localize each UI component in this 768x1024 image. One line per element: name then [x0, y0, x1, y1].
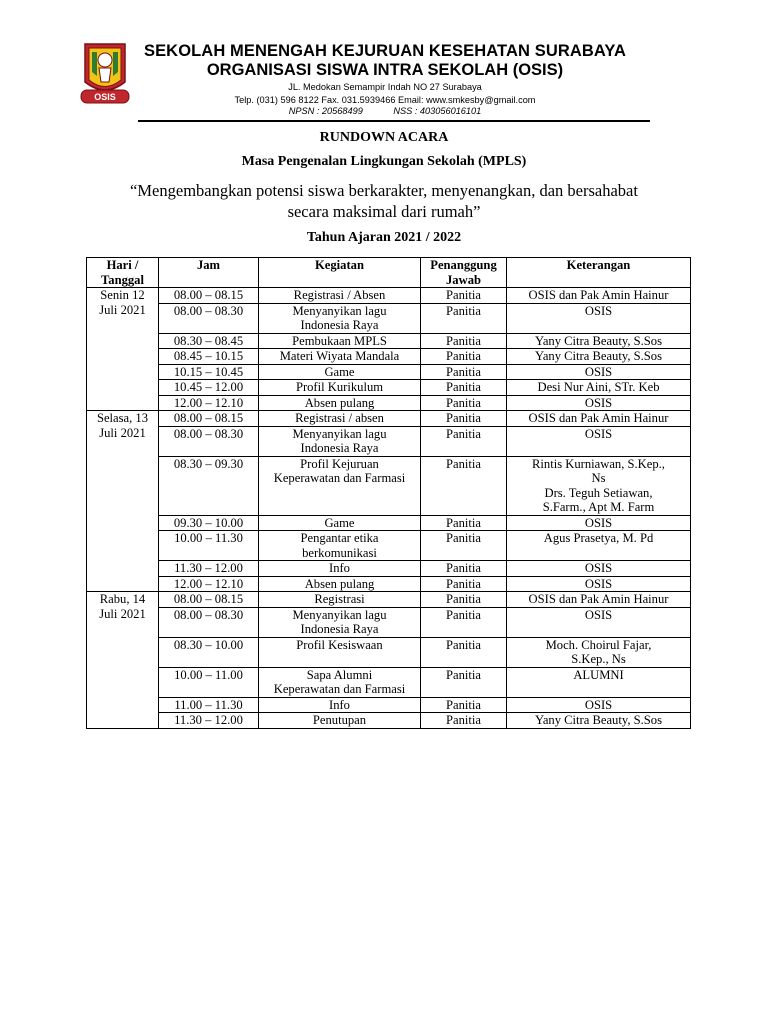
day-cell: [87, 411, 159, 592]
note-line: OSIS: [584, 576, 613, 591]
pic-cell: Panitia: [421, 697, 507, 713]
contact-line: Telp. (031) 596 8122 Fax. 031.5939466 Email: www.smkesby@gmail.com: [234, 95, 536, 105]
pic-cell: Panitia: [421, 364, 507, 380]
activity-line: Game: [324, 515, 355, 530]
note-line: Moch. Choirul Fajar,: [545, 637, 652, 652]
notes-cell: [507, 456, 691, 515]
activity-line: Profil Kejuruan: [300, 456, 379, 471]
time-cell: 08.45 – 10.15: [159, 349, 259, 365]
table-row: [87, 667, 691, 697]
day-day: Senin 12: [100, 288, 145, 302]
notes-cell: [507, 607, 691, 637]
note-line: Rintis Kurniawan, S.Kep.,: [532, 456, 665, 471]
activity-cell: [259, 561, 421, 577]
activity-cell: [259, 288, 421, 304]
notes-cell: [507, 561, 691, 577]
note-line: Yany Citra Beauty, S.Sos: [534, 333, 662, 348]
rundown-table: [86, 257, 691, 729]
document-subtitle: Masa Pengenalan Lingkungan Sekolah (MPLS): [241, 154, 527, 169]
activity-cell: [259, 592, 421, 608]
day-cell: [87, 592, 159, 729]
table-row: [87, 561, 691, 577]
activity-cell: [259, 364, 421, 380]
table-header-row: [87, 258, 691, 288]
activity-cell: [259, 713, 421, 729]
pic-cell: Panitia: [421, 515, 507, 531]
activity-line: Menyanyikan lagu: [292, 426, 387, 441]
nss: NSS : 403056016101: [393, 106, 482, 116]
time-cell: 08.00 – 08.30: [159, 303, 259, 333]
header-divider: [138, 120, 650, 122]
note-line: OSIS: [584, 395, 613, 410]
time-cell: 08.30 – 08.45: [159, 333, 259, 349]
header-time: Jam: [159, 258, 259, 288]
activity-line: Registrasi / absen: [295, 411, 384, 425]
table-row: [87, 288, 691, 304]
time-cell: 08.00 – 08.15: [159, 411, 259, 427]
letterhead: [130, 42, 640, 117]
table-body: [87, 288, 691, 729]
time-cell: 11.30 – 12.00: [159, 713, 259, 729]
header-notes: Keterangan: [507, 258, 691, 288]
time-cell: 10.45 – 12.00: [159, 380, 259, 396]
activity-line: Materi Wiyata Mandala: [279, 349, 400, 363]
time-cell: 12.00 – 12.10: [159, 395, 259, 411]
table-row: [87, 411, 691, 427]
table-row: [87, 515, 691, 531]
day-day: Selasa, 13: [96, 411, 149, 425]
notes-cell: [507, 364, 691, 380]
activity-line: Pengantar etika: [300, 531, 379, 545]
activity-cell: [259, 411, 421, 427]
note-line: OSIS: [584, 426, 613, 441]
time-cell: 08.30 – 09.30: [159, 456, 259, 515]
table-row: [87, 303, 691, 333]
activity-cell: [259, 637, 421, 667]
table-row: [87, 531, 691, 561]
activity-cell: [259, 515, 421, 531]
shield-emblem-icon: [85, 44, 125, 90]
document-title: RUNDOWN ACARA: [319, 130, 449, 145]
note-line: S.Kep., Ns: [571, 652, 626, 666]
activity-line: Info: [329, 697, 350, 712]
tagline: [0, 180, 768, 222]
notes-cell: [507, 380, 691, 396]
notes-cell: [507, 515, 691, 531]
table-row: [87, 380, 691, 396]
tagline-line-2: secara maksimal dari rumah”: [287, 202, 481, 221]
notes-cell: [507, 531, 691, 561]
pic-cell: Panitia: [421, 637, 507, 667]
note-line: OSIS: [584, 303, 613, 318]
header-day: Hari / Tanggal: [87, 258, 159, 288]
activity-line: Profil Kurikulum: [295, 380, 384, 394]
time-cell: 10.15 – 10.45: [159, 364, 259, 380]
pic-cell: Panitia: [421, 592, 507, 608]
notes-cell: [507, 576, 691, 592]
table-row: [87, 637, 691, 667]
pic-cell: Panitia: [421, 607, 507, 637]
pic-cell: Panitia: [421, 576, 507, 592]
activity-line: Sapa Alumni: [306, 667, 373, 682]
activity-line: Keperawatan dan Farmasi: [273, 682, 406, 696]
activity-line: Menyanyikan lagu: [292, 607, 387, 622]
note-line: S.Farm., Apt M. Farm: [542, 500, 655, 514]
notes-cell: [507, 411, 691, 427]
pic-cell: Panitia: [421, 333, 507, 349]
day-date: Juli 2021: [99, 606, 146, 621]
activity-cell: [259, 697, 421, 713]
time-cell: 10.00 – 11.30: [159, 531, 259, 561]
activity-line: Game: [324, 364, 355, 379]
note-line: OSIS: [584, 607, 613, 622]
table-row: [87, 333, 691, 349]
header-pic: Penanggung Jawab: [421, 258, 507, 288]
table-row: [87, 713, 691, 729]
time-cell: 08.00 – 08.30: [159, 426, 259, 456]
notes-cell: [507, 426, 691, 456]
pic-cell: Panitia: [421, 395, 507, 411]
pic-cell: Panitia: [421, 349, 507, 365]
time-cell: 12.00 – 12.10: [159, 576, 259, 592]
time-cell: 08.30 – 10.00: [159, 637, 259, 667]
activity-line: Penutupan: [312, 713, 367, 727]
table-row: [87, 456, 691, 515]
pic-cell: Panitia: [421, 713, 507, 729]
table-row: [87, 592, 691, 608]
activity-cell: [259, 576, 421, 592]
note-line: Yany Citra Beauty, S.Sos: [534, 713, 662, 727]
pic-cell: Panitia: [421, 303, 507, 333]
time-cell: 11.00 – 11.30: [159, 697, 259, 713]
time-cell: 11.30 – 12.00: [159, 561, 259, 577]
activity-cell: [259, 349, 421, 365]
notes-cell: [507, 288, 691, 304]
note-line: OSIS dan Pak Amin Hainur: [528, 411, 669, 425]
note-line: Yany Citra Beauty, S.Sos: [534, 349, 662, 363]
pic-cell: Panitia: [421, 667, 507, 697]
notes-cell: [507, 667, 691, 697]
note-line: OSIS: [584, 364, 613, 379]
activity-line: Absen pulang: [304, 576, 375, 591]
table-row: [87, 349, 691, 365]
activity-cell: [259, 531, 421, 561]
note-line: OSIS: [584, 561, 613, 575]
pic-cell: Panitia: [421, 561, 507, 577]
notes-cell: [507, 637, 691, 667]
day-cell: [87, 288, 159, 411]
activity-line: Info: [329, 561, 350, 575]
day-date: Juli 2021: [99, 302, 146, 317]
activity-cell: [259, 667, 421, 697]
osis-logo: [79, 38, 131, 108]
address: JL. Medokan Semampir Indah NO 27 Surabaya: [288, 82, 482, 92]
notes-cell: [507, 713, 691, 729]
logo-text: OSIS: [94, 92, 116, 102]
table-row: [87, 576, 691, 592]
note-line: OSIS: [584, 515, 613, 530]
registration-ids: [130, 106, 640, 117]
pic-cell: Panitia: [421, 456, 507, 515]
activity-line: Profil Kesiswaan: [296, 637, 383, 652]
activity-line: Menyanyikan lagu: [292, 303, 387, 318]
notes-cell: [507, 697, 691, 713]
activity-line: Registrasi / Absen: [293, 288, 386, 302]
activity-cell: [259, 426, 421, 456]
time-cell: 08.00 – 08.15: [159, 592, 259, 608]
activity-line: Pembukaan MPLS: [292, 333, 387, 348]
activity-line: berkomunikasi: [302, 545, 377, 560]
activity-cell: [259, 380, 421, 396]
table-row: [87, 426, 691, 456]
academic-year: Tahun Ajaran 2021 / 2022: [306, 230, 462, 245]
day-date: Juli 2021: [99, 425, 146, 440]
activity-line: Indonesia Raya: [300, 622, 379, 636]
note-line: ALUMNI: [573, 667, 624, 682]
note-line: Ns: [591, 471, 606, 485]
day-day: Rabu, 14: [99, 592, 146, 606]
notes-cell: [507, 395, 691, 411]
activity-line: Indonesia Raya: [300, 441, 379, 455]
pic-cell: Panitia: [421, 426, 507, 456]
activity-line: Registrasi: [314, 592, 365, 606]
activity-line: Keperawatan dan Farmasi: [273, 471, 406, 485]
notes-cell: [507, 592, 691, 608]
activity-cell: [259, 607, 421, 637]
note-line: OSIS dan Pak Amin Hainur: [528, 592, 669, 606]
note-line: OSIS: [584, 697, 613, 712]
note-line: OSIS dan Pak Amin Hainur: [528, 288, 669, 302]
table-row: [87, 395, 691, 411]
activity-cell: [259, 456, 421, 515]
activity-line: Absen pulang: [304, 395, 375, 410]
tagline-line-1: “Mengembangkan potensi siswa berkarakter, menyenangkan, dan bersahabat: [130, 181, 638, 200]
notes-cell: [507, 303, 691, 333]
table-row: [87, 697, 691, 713]
note-line: Desi Nur Aini, STr. Keb: [537, 380, 660, 394]
time-cell: 09.30 – 10.00: [159, 515, 259, 531]
pic-cell: Panitia: [421, 288, 507, 304]
time-cell: 10.00 – 11.00: [159, 667, 259, 697]
activity-line: Indonesia Raya: [300, 318, 379, 332]
pic-cell: Panitia: [421, 531, 507, 561]
note-line: Agus Prasetya, M. Pd: [543, 531, 654, 545]
activity-cell: [259, 303, 421, 333]
table-row: [87, 607, 691, 637]
header-activity: Kegiatan: [259, 258, 421, 288]
time-cell: 08.00 – 08.15: [159, 288, 259, 304]
table-row: [87, 364, 691, 380]
school-name: SEKOLAH MENENGAH KEJURUAN KESEHATAN SURABAYA: [143, 42, 627, 60]
organization-name: ORGANISASI SISWA INTRA SEKOLAH (OSIS): [206, 61, 564, 79]
activity-cell: [259, 333, 421, 349]
pic-cell: Panitia: [421, 380, 507, 396]
notes-cell: [507, 349, 691, 365]
notes-cell: [507, 333, 691, 349]
activity-cell: [259, 395, 421, 411]
pic-cell: Panitia: [421, 411, 507, 427]
note-line: Drs. Teguh Setiawan,: [544, 485, 653, 500]
time-cell: 08.00 – 08.30: [159, 607, 259, 637]
npsn: NPSN : 20568499: [288, 106, 363, 116]
